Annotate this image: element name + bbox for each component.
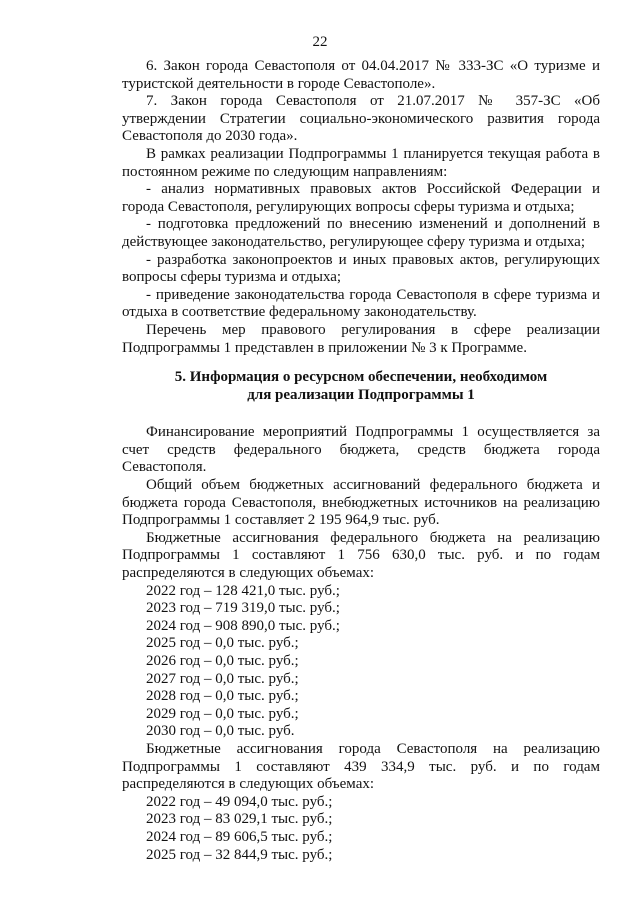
page-content: [122, 58, 600, 864]
federal-year-row: 2029 год – 0,0 тыс. руб.;: [146, 705, 299, 722]
federal-years-list: [122, 583, 600, 741]
paragraph-financing: Финансирование мероприятий Подпрограммы 1 осуществляется за счет средств федерального бюджета, средств бюджета города Севастополя.: [122, 424, 600, 476]
list-item-law-7: 7. Закон города Севастополя от 21.07.2017 № 357-ЗС «Об утверждении Стратегии социально-экономического развития города Севастополя до 2030 года».: [122, 93, 600, 145]
city-year-row: 2023 год – 83 029,1 тыс. руб.;: [146, 811, 333, 828]
page-number: 22: [312, 34, 328, 50]
direction-item: - анализ нормативных правовых актов Российской Федерации и города Севастополя, регулирующих вопросы сферы туризма и отдыха;: [122, 181, 600, 215]
list-item-law-6: 6. Закон города Севастополя от 04.04.2017 № 333-ЗС «О туризме и туристской деятельности в городе Севастополе».: [122, 58, 600, 92]
direction-item: - разработка законопроектов и иных правовых актов, регулирующих вопросы сферы туризма и отдыха;: [122, 251, 600, 286]
federal-year-row: 2025 год – 0,0 тыс. руб.;: [146, 635, 299, 652]
paragraph-legal-measures: Перечень мер правового регулирования в сфере реализации Подпрограммы 1 представлен в приложении № 3 к Программе.: [122, 321, 600, 356]
paragraph-total-budget: Общий объем бюджетных ассигнований федерального бюджета и бюджета города Севастополя, внебюджетных источников на реализацию Подпрограммы 1 составляет 2 195 964,9 тыс. руб.: [122, 477, 600, 529]
paragraph-directions-intro: В рамках реализации Подпрограммы 1 планируется текущая работа в постоянном режиме по следующим направлениям:: [122, 145, 600, 180]
paragraph-federal-budget: Бюджетные ассигнования федерального бюджета на реализацию Подпрограммы 1 составляют 1 756 630,0 тыс. руб. и по годам распределяются в следующих объемах:: [122, 529, 600, 582]
federal-year-row: 2028 год – 0,0 тыс. руб.;: [146, 688, 299, 705]
federal-year-row: 2026 год – 0,0 тыс. руб.;: [146, 653, 299, 669]
section-heading-line: 5. Информация о ресурсном обеспечении, необходимом: [174, 369, 548, 386]
city-year-row: 2024 год – 89 606,5 тыс. руб.;: [146, 828, 333, 845]
federal-year-row: 2022 год – 128 421,0 тыс. руб.;: [146, 582, 340, 599]
direction-item: - подготовка предложений по внесению изменений и дополнений в действующее законодательство, регулирующее сферу туризма и отдыха;: [122, 216, 600, 250]
city-year-row: 2025 год – 32 844,9 тыс. руб.;: [146, 846, 333, 863]
federal-year-row: 2030 год – 0,0 тыс. руб.: [146, 723, 295, 740]
paragraph-city-budget: Бюджетные ассигнования города Севастополя на реализацию Подпрограммы 1 составляют 439 334,9 тыс. руб. и по годам распределяются в следующих объемах:: [122, 740, 600, 793]
city-year-row: 2022 год – 49 094,0 тыс. руб.;: [146, 793, 333, 810]
section-heading-line: для реализации Подпрограммы 1: [247, 386, 475, 403]
direction-item: - приведение законодательства города Севастополя в сфере туризма и отдыха в соответствие федеральному законодательству.: [122, 286, 600, 321]
section-heading: [122, 369, 600, 404]
federal-year-row: 2023 год – 719 319,0 тыс. руб.;: [146, 600, 340, 617]
city-years-list: [122, 794, 600, 864]
federal-year-row: 2027 год – 0,0 тыс. руб.;: [146, 670, 299, 687]
federal-year-row: 2024 год – 908 890,0 тыс. руб.;: [146, 617, 340, 634]
